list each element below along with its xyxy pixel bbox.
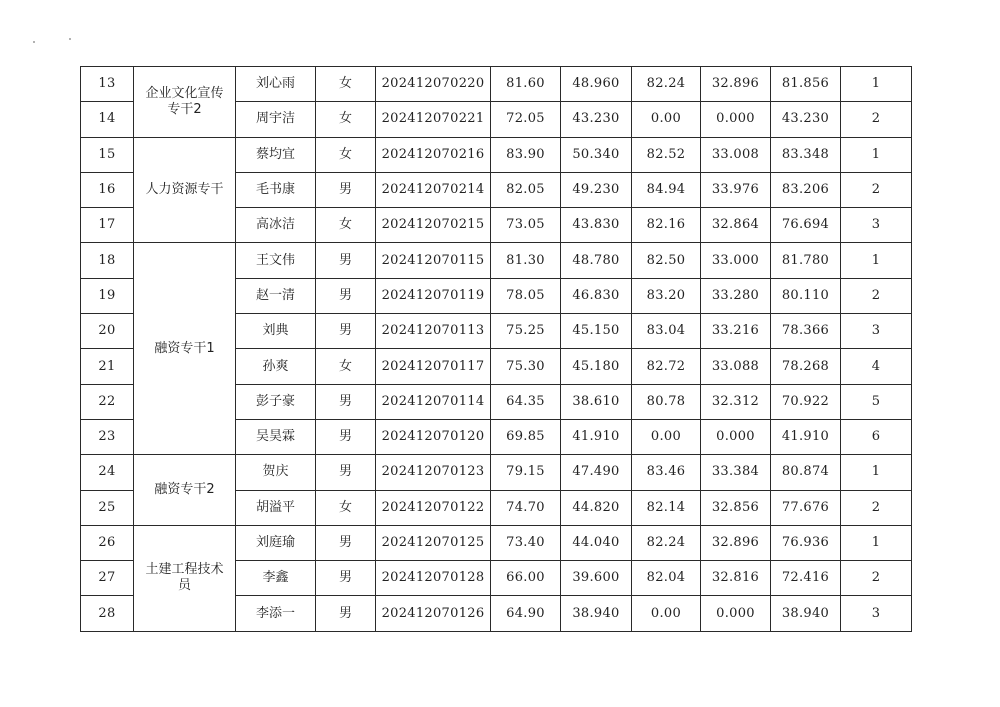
candidate-gender: 男 bbox=[316, 561, 376, 596]
candidate-gender: 女 bbox=[316, 490, 376, 525]
row-number: 15 bbox=[81, 137, 134, 172]
candidate-gender: 男 bbox=[316, 384, 376, 419]
candidate-name: 刘庭瑜 bbox=[236, 525, 316, 560]
ticket-number: 202412070220 bbox=[376, 67, 491, 102]
total-score: 80.874 bbox=[771, 455, 841, 490]
candidate-gender: 男 bbox=[316, 419, 376, 454]
interview-weighted-score: 33.008 bbox=[701, 137, 771, 172]
written-weighted-score: 45.150 bbox=[561, 314, 632, 349]
written-weighted-score: 47.490 bbox=[561, 455, 632, 490]
ticket-number: 202412070214 bbox=[376, 172, 491, 207]
position-name-line: 专干2 bbox=[167, 101, 202, 117]
interview-weighted-score: 0.000 bbox=[701, 419, 771, 454]
interview-weighted-score: 32.896 bbox=[701, 67, 771, 102]
candidate-name: 毛书康 bbox=[236, 172, 316, 207]
rank: 1 bbox=[841, 455, 912, 490]
total-score: 77.676 bbox=[771, 490, 841, 525]
ticket-number: 202412070115 bbox=[376, 243, 491, 278]
candidate-name: 周宇洁 bbox=[236, 102, 316, 137]
candidate-gender: 女 bbox=[316, 137, 376, 172]
candidate-gender: 男 bbox=[316, 596, 376, 631]
ticket-number: 202412070125 bbox=[376, 525, 491, 560]
interview-weighted-score: 32.312 bbox=[701, 384, 771, 419]
written-weighted-score: 44.040 bbox=[561, 525, 632, 560]
ticket-number: 202412070113 bbox=[376, 314, 491, 349]
written-score: 75.30 bbox=[491, 349, 561, 384]
interview-score: 82.04 bbox=[632, 561, 701, 596]
interview-score: 82.14 bbox=[632, 490, 701, 525]
position-name-line: 融资专干1 bbox=[154, 340, 215, 356]
interview-score: 0.00 bbox=[632, 102, 701, 137]
interview-weighted-score: 33.280 bbox=[701, 278, 771, 313]
position-name-line: 融资专干2 bbox=[154, 482, 215, 498]
interview-weighted-score: 0.000 bbox=[701, 596, 771, 631]
written-score: 81.30 bbox=[491, 243, 561, 278]
candidate-name: 吴昊霖 bbox=[236, 419, 316, 454]
interview-score: 80.78 bbox=[632, 384, 701, 419]
position-name bbox=[134, 137, 236, 243]
ticket-number: 202412070128 bbox=[376, 561, 491, 596]
ticket-number: 202412070215 bbox=[376, 208, 491, 243]
total-score: 81.780 bbox=[771, 243, 841, 278]
position-name bbox=[134, 455, 236, 526]
interview-score: 84.94 bbox=[632, 172, 701, 207]
results-table-body bbox=[81, 67, 912, 632]
interview-weighted-score: 33.976 bbox=[701, 172, 771, 207]
row-number: 23 bbox=[81, 419, 134, 454]
candidate-gender: 女 bbox=[316, 349, 376, 384]
scan-speck bbox=[69, 38, 71, 40]
candidate-gender: 男 bbox=[316, 314, 376, 349]
candidate-name: 胡溢平 bbox=[236, 490, 316, 525]
row-number: 16 bbox=[81, 172, 134, 207]
row-number: 22 bbox=[81, 384, 134, 419]
written-weighted-score: 41.910 bbox=[561, 419, 632, 454]
candidate-name: 李添一 bbox=[236, 596, 316, 631]
ticket-number: 202412070126 bbox=[376, 596, 491, 631]
written-score: 64.35 bbox=[491, 384, 561, 419]
interview-weighted-score: 32.896 bbox=[701, 525, 771, 560]
rank: 1 bbox=[841, 243, 912, 278]
total-score: 38.940 bbox=[771, 596, 841, 631]
position-name bbox=[134, 525, 236, 631]
interview-score: 82.24 bbox=[632, 67, 701, 102]
position-name-line: 人力资源专干 bbox=[145, 182, 224, 198]
rank: 2 bbox=[841, 172, 912, 207]
ticket-number: 202412070120 bbox=[376, 419, 491, 454]
rank: 5 bbox=[841, 384, 912, 419]
written-weighted-score: 46.830 bbox=[561, 278, 632, 313]
rank: 1 bbox=[841, 525, 912, 560]
table-row bbox=[81, 455, 912, 490]
total-score: 43.230 bbox=[771, 102, 841, 137]
written-weighted-score: 48.960 bbox=[561, 67, 632, 102]
interview-score: 83.20 bbox=[632, 278, 701, 313]
interview-score: 83.04 bbox=[632, 314, 701, 349]
candidate-gender: 女 bbox=[316, 67, 376, 102]
interview-score: 82.72 bbox=[632, 349, 701, 384]
written-score: 79.15 bbox=[491, 455, 561, 490]
written-score: 72.05 bbox=[491, 102, 561, 137]
interview-score: 82.52 bbox=[632, 137, 701, 172]
written-score: 82.05 bbox=[491, 172, 561, 207]
row-number: 17 bbox=[81, 208, 134, 243]
written-score: 73.05 bbox=[491, 208, 561, 243]
interview-score: 82.50 bbox=[632, 243, 701, 278]
rank: 3 bbox=[841, 314, 912, 349]
total-score: 70.922 bbox=[771, 384, 841, 419]
rank: 2 bbox=[841, 561, 912, 596]
position-name bbox=[134, 243, 236, 455]
position-name bbox=[134, 67, 236, 138]
candidate-name: 李鑫 bbox=[236, 561, 316, 596]
total-score: 41.910 bbox=[771, 419, 841, 454]
total-score: 76.936 bbox=[771, 525, 841, 560]
position-name-line: 员 bbox=[177, 578, 191, 594]
written-score: 73.40 bbox=[491, 525, 561, 560]
written-score: 64.90 bbox=[491, 596, 561, 631]
written-weighted-score: 44.820 bbox=[561, 490, 632, 525]
ticket-number: 202412070216 bbox=[376, 137, 491, 172]
candidate-name: 刘典 bbox=[236, 314, 316, 349]
interview-weighted-score: 33.000 bbox=[701, 243, 771, 278]
row-number: 14 bbox=[81, 102, 134, 137]
interview-score: 83.46 bbox=[632, 455, 701, 490]
interview-weighted-score: 33.216 bbox=[701, 314, 771, 349]
written-weighted-score: 49.230 bbox=[561, 172, 632, 207]
written-weighted-score: 43.230 bbox=[561, 102, 632, 137]
rank: 6 bbox=[841, 419, 912, 454]
interview-score: 0.00 bbox=[632, 596, 701, 631]
interview-weighted-score: 33.384 bbox=[701, 455, 771, 490]
interview-weighted-score: 32.856 bbox=[701, 490, 771, 525]
interview-weighted-score: 32.864 bbox=[701, 208, 771, 243]
written-score: 66.00 bbox=[491, 561, 561, 596]
interview-score: 82.16 bbox=[632, 208, 701, 243]
row-number: 20 bbox=[81, 314, 134, 349]
total-score: 83.206 bbox=[771, 172, 841, 207]
written-weighted-score: 38.610 bbox=[561, 384, 632, 419]
row-number: 25 bbox=[81, 490, 134, 525]
written-score: 74.70 bbox=[491, 490, 561, 525]
candidate-name: 贺庆 bbox=[236, 455, 316, 490]
total-score: 81.856 bbox=[771, 67, 841, 102]
candidate-gender: 女 bbox=[316, 208, 376, 243]
total-score: 80.110 bbox=[771, 278, 841, 313]
ticket-number: 202412070221 bbox=[376, 102, 491, 137]
rank: 2 bbox=[841, 490, 912, 525]
total-score: 72.416 bbox=[771, 561, 841, 596]
candidate-name: 高冰洁 bbox=[236, 208, 316, 243]
row-number: 26 bbox=[81, 525, 134, 560]
row-number: 28 bbox=[81, 596, 134, 631]
candidate-name: 赵一清 bbox=[236, 278, 316, 313]
written-score: 81.60 bbox=[491, 67, 561, 102]
ticket-number: 202412070119 bbox=[376, 278, 491, 313]
candidate-gender: 男 bbox=[316, 455, 376, 490]
candidate-gender: 男 bbox=[316, 172, 376, 207]
scan-speck bbox=[33, 41, 35, 43]
position-name-line: 企业文化宣传 bbox=[145, 85, 224, 101]
rank: 1 bbox=[841, 67, 912, 102]
interview-weighted-score: 33.088 bbox=[701, 349, 771, 384]
position-name-line: 土建工程技术 bbox=[145, 562, 224, 578]
ticket-number: 202412070122 bbox=[376, 490, 491, 525]
written-weighted-score: 38.940 bbox=[561, 596, 632, 631]
candidate-gender: 女 bbox=[316, 102, 376, 137]
row-number: 19 bbox=[81, 278, 134, 313]
written-weighted-score: 39.600 bbox=[561, 561, 632, 596]
written-weighted-score: 43.830 bbox=[561, 208, 632, 243]
total-score: 83.348 bbox=[771, 137, 841, 172]
written-score: 75.25 bbox=[491, 314, 561, 349]
row-number: 24 bbox=[81, 455, 134, 490]
candidate-name: 刘心雨 bbox=[236, 67, 316, 102]
interview-score: 82.24 bbox=[632, 525, 701, 560]
rank: 2 bbox=[841, 278, 912, 313]
row-number: 21 bbox=[81, 349, 134, 384]
total-score: 76.694 bbox=[771, 208, 841, 243]
rank: 3 bbox=[841, 208, 912, 243]
interview-weighted-score: 0.000 bbox=[701, 102, 771, 137]
interview-weighted-score: 32.816 bbox=[701, 561, 771, 596]
candidate-name: 蔡均宜 bbox=[236, 137, 316, 172]
rank: 2 bbox=[841, 102, 912, 137]
candidate-name: 孙爽 bbox=[236, 349, 316, 384]
ticket-number: 202412070123 bbox=[376, 455, 491, 490]
table-row bbox=[81, 67, 912, 102]
total-score: 78.268 bbox=[771, 349, 841, 384]
row-number: 27 bbox=[81, 561, 134, 596]
ticket-number: 202412070117 bbox=[376, 349, 491, 384]
rank: 4 bbox=[841, 349, 912, 384]
written-weighted-score: 50.340 bbox=[561, 137, 632, 172]
candidate-gender: 男 bbox=[316, 243, 376, 278]
written-score: 78.05 bbox=[491, 278, 561, 313]
ticket-number: 202412070114 bbox=[376, 384, 491, 419]
candidate-name: 彭子豪 bbox=[236, 384, 316, 419]
row-number: 13 bbox=[81, 67, 134, 102]
results-table bbox=[80, 66, 912, 632]
written-weighted-score: 45.180 bbox=[561, 349, 632, 384]
rank: 3 bbox=[841, 596, 912, 631]
interview-score: 0.00 bbox=[632, 419, 701, 454]
total-score: 78.366 bbox=[771, 314, 841, 349]
candidate-gender: 男 bbox=[316, 278, 376, 313]
written-score: 83.90 bbox=[491, 137, 561, 172]
table-row bbox=[81, 243, 912, 278]
written-weighted-score: 48.780 bbox=[561, 243, 632, 278]
row-number: 18 bbox=[81, 243, 134, 278]
candidate-gender: 男 bbox=[316, 525, 376, 560]
table-row bbox=[81, 137, 912, 172]
rank: 1 bbox=[841, 137, 912, 172]
written-score: 69.85 bbox=[491, 419, 561, 454]
table-row bbox=[81, 525, 912, 560]
candidate-name: 王文伟 bbox=[236, 243, 316, 278]
